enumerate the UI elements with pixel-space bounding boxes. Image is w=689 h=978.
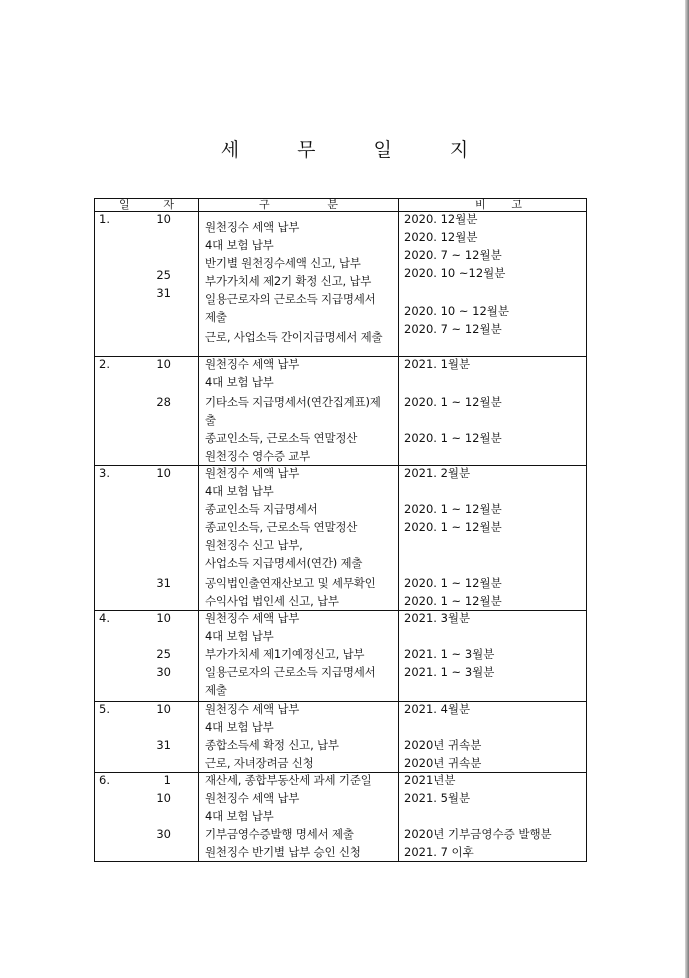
date-cell [95,773,199,862]
note-item: 2020. 1 ~ 12월분 [404,576,502,590]
note-item: 2021. 4월분 [404,702,471,716]
schedule-item: 기타소득 지급명세서(연간집계표)제 [205,395,381,409]
schedule-item: 근로, 사업소득 간이지급명세서 제출 [205,330,383,344]
schedule-item: 사업소득 지급명세서(연간) 제출 [205,556,363,570]
day-label: 31 [156,576,171,590]
day-label: 31 [156,286,171,300]
note-item: 2021. 5월분 [404,791,471,805]
day-label: 30 [156,665,171,679]
schedule-item: 원천징수 세액 납부 [205,791,300,805]
schedule-item: 4대 보험 납부 [205,484,274,498]
note-item: 2020년 귀속분 [404,756,482,770]
month-section [95,466,587,611]
day-label: 10 [156,212,171,226]
schedule-item: 부가가치세 제2기 확정 신고, 납부 [205,274,372,288]
note-item: 2020. 12월분 [404,212,478,226]
day-label: 25 [156,647,171,661]
schedule-item: 원천징수 세액 납부 [205,466,300,480]
note-item: 2020. 1 ~ 12월분 [404,395,502,409]
schedule-item: 4대 보험 납부 [205,720,274,734]
schedule-item: 출 [205,413,216,427]
schedule-item: 수익사업 법인세 신고, 납부 [205,594,339,608]
day-label: 1 [163,773,171,787]
note-item: 2020. 7 ~ 12월분 [404,248,502,262]
schedule-item: 근로, 자녀장려금 신청 [205,756,314,770]
schedule-item: 원천징수 세액 납부 [205,357,300,371]
note-cell [399,702,587,773]
month-label: 1. [99,212,110,226]
note-item: 2021. 1월분 [404,357,471,371]
month-label: 3. [99,466,110,480]
note-item: 2021년분 [404,773,456,787]
schedule-item: 종교인소득 지급명세서 [205,502,318,516]
note-item: 2021. 1 ~ 3월분 [404,647,495,661]
schedule-item: 일용근로자의 근로소득 지급명세서 [205,665,376,679]
header-note: 비 고 [399,199,587,212]
schedule-item: 제출 [205,310,227,324]
note-item: 2021. 1 ~ 3월분 [404,665,495,679]
schedule-item: 공익법인출연재산보고 및 세무확인 [205,576,376,590]
note-item: 2020. 10 ~ 12월분 [404,304,510,318]
date-cell [95,702,199,773]
month-section [95,702,587,773]
page-title: 세 무 일 지 [220,139,495,161]
note-item: 2020. 1 ~ 12월분 [404,502,502,516]
note-item: 2020. 1 ~ 12월분 [404,431,502,445]
note-item: 2020. 1 ~ 12월분 [404,594,502,608]
schedule-item: 일용근로자의 근로소득 지급명세서 [205,292,376,306]
month-section [95,357,587,466]
category-cell [199,702,399,773]
date-cell [95,466,199,611]
schedule-item: 부가가치세 제1기예정신고, 납부 [205,647,365,661]
schedule-item: 원천징수 영수증 교부 [205,449,311,463]
schedule-item: 4대 보험 납부 [205,238,274,252]
note-item: 2020년 기부금영수증 발행분 [404,827,552,841]
category-cell [199,466,399,611]
header-category: 구 분 [199,199,399,212]
month-section [95,611,587,702]
schedule-item: 원천징수 세액 납부 [205,702,300,716]
schedule-item: 4대 보험 납부 [205,629,274,643]
schedule-item: 재산세, 종합부동산세 과세 기준일 [205,773,372,787]
schedule-item: 종교인소득, 근로소득 연말정산 [205,431,358,445]
day-label: 10 [156,466,171,480]
month-label: 2. [99,357,110,371]
day-label: 25 [156,268,171,282]
day-label: 30 [156,827,171,841]
month-label: 4. [99,611,110,625]
schedule-item: 4대 보험 납부 [205,375,274,389]
schedule-item: 원천징수 세액 납부 [205,220,300,234]
month-label: 6. [99,773,110,787]
note-item: 2020. 10 ~12월분 [404,266,506,280]
schedule-item: 제출 [205,683,227,697]
schedule-item: 종교인소득, 근로소득 연말정산 [205,520,358,534]
tax-schedule-table [94,198,587,862]
note-item: 2021. 3월분 [404,611,471,625]
note-item: 2020년 귀속분 [404,738,482,752]
category-cell [199,357,399,466]
note-cell [399,773,587,862]
schedule-item: 기부금영수증발행 명세서 제출 [205,827,354,841]
category-cell [199,611,399,702]
day-label: 10 [156,791,171,805]
schedule-item: 원천징수 반기별 납부 승인 신청 [205,845,361,859]
note-item: 2021. 2월분 [404,466,471,480]
date-cell [95,357,199,466]
day-label: 28 [156,395,171,409]
month-section [95,212,587,357]
schedule-item: 종합소득세 확정 신고, 납부 [205,738,339,752]
month-section [95,773,587,862]
note-item: 2021. 7 이후 [404,845,474,859]
day-label: 10 [156,702,171,716]
day-label: 31 [156,738,171,752]
note-cell [399,357,587,466]
date-cell [95,611,199,702]
note-cell [399,466,587,611]
header-date: 일 자 [95,199,199,212]
category-cell [199,212,399,357]
day-label: 10 [156,357,171,371]
note-item: 2020. 1 ~ 12월분 [404,520,502,534]
note-cell [399,611,587,702]
note-item: 2020. 7 ~ 12월분 [404,322,502,336]
schedule-item: 반기별 원천징수세액 신고, 납부 [205,256,361,270]
day-label: 10 [156,611,171,625]
note-cell [399,212,587,357]
schedule-item: 원천징수 신고 납부, [205,538,303,552]
date-cell [95,212,199,357]
note-item: 2020. 12월분 [404,230,478,244]
schedule-item: 원천징수 세액 납부 [205,611,300,625]
schedule-item: 4대 보험 납부 [205,809,274,823]
category-cell [199,773,399,862]
month-label: 5. [99,702,110,716]
